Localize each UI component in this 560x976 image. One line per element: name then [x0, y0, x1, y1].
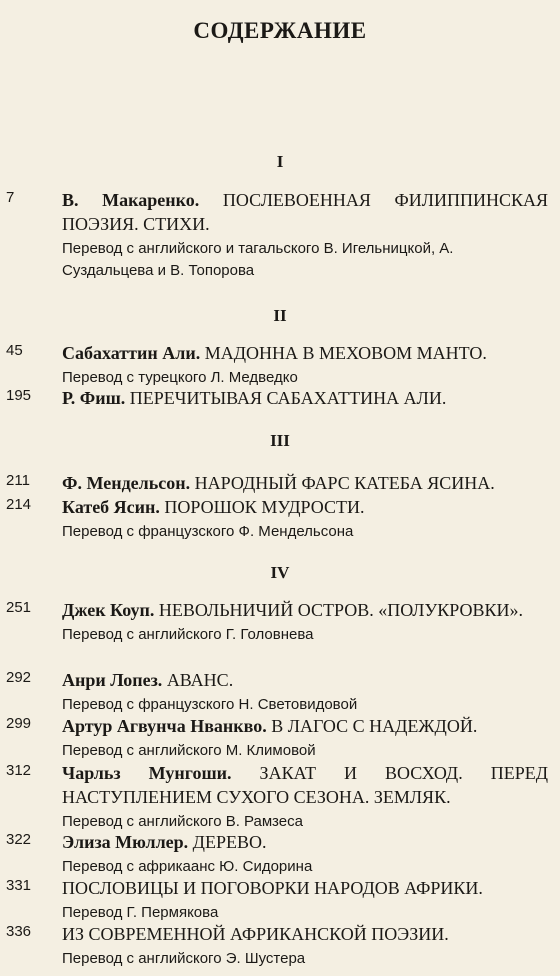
section-number-4: IV	[270, 563, 290, 582]
page-number: 322	[6, 831, 32, 848]
toc-entry[interactable]	[0, 830, 560, 878]
page-number: 331	[6, 877, 32, 894]
entry-author: Чарльз Мунгоши.	[62, 763, 232, 783]
entry-title: АВАНС.	[166, 670, 234, 690]
toc-entry[interactable]	[0, 495, 560, 543]
entry-translator: Перевод с французского Ф. Мендельсона	[62, 523, 354, 540]
entry-title: ПОСЛОВИЦЫ И ПОГОВОРКИ НАРОДОВ АФРИКИ.	[62, 878, 483, 898]
entry-translator: Перевод с английского и тагальского В. Игельницкой, А. Суздальцева и В. Топорова	[62, 240, 454, 279]
page-number: 299	[6, 715, 32, 732]
entry-translator: Перевод с французского Н. Световидовой	[62, 696, 358, 713]
entry-title: ПОСЛЕВОЕННАЯ ФИЛИППИНСКАЯ ПОЭЗИЯ. СТИХИ.	[62, 190, 548, 234]
page-number: 312	[6, 762, 32, 779]
page-number: 251	[6, 599, 32, 616]
entry-title: ИЗ СОВРЕМЕННОЙ АФРИКАНСКОЙ ПОЭЗИИ.	[62, 924, 449, 944]
page-number: 292	[6, 669, 32, 686]
section-number-2: II	[273, 306, 287, 325]
page-number: 7	[6, 189, 15, 206]
entry-title: ПЕРЕЧИТЫВАЯ САБАХАТТИНА АЛИ.	[129, 388, 447, 408]
entry-author: Анри Лопез.	[62, 670, 163, 690]
entry-title: ЗАКАТ И ВОСХОД. ПЕРЕД НАСТУПЛЕНИЕМ СУХОГО СЕЗОНА. ЗЕМЛЯК.	[62, 763, 548, 807]
toc-entry[interactable]	[0, 188, 560, 282]
entry-translator: Перевод с английского Г. Головнева	[62, 626, 314, 643]
entry-author: Ф. Мендельсон.	[62, 473, 191, 493]
page-number: 45	[6, 342, 23, 359]
entry-translator: Перевод с турецкого Л. Медведко	[62, 369, 298, 386]
section-number-3: III	[270, 431, 290, 450]
toc-entry[interactable]	[0, 668, 560, 716]
toc-entry[interactable]	[0, 341, 560, 389]
page-number: 211	[6, 472, 30, 489]
toc-entry[interactable]	[0, 876, 560, 924]
entry-author: Сабахаттин Али.	[62, 343, 201, 363]
toc-entry[interactable]	[0, 714, 560, 762]
page-number: 195	[6, 387, 32, 404]
entry-translator: Перевод с английского М. Климовой	[62, 742, 316, 759]
entry-title: НАРОДНЫЙ ФАРС КАТЕБА ЯСИНА.	[194, 473, 495, 493]
toc-entry[interactable]	[0, 761, 560, 833]
entry-title: В ЛАГОС С НАДЕЖДОЙ.	[271, 716, 478, 736]
toc-entry[interactable]	[0, 386, 560, 410]
page-number: 336	[6, 923, 32, 940]
entry-title: НЕВОЛЬНИЧИЙ ОСТРОВ. «ПОЛУКРОВКИ».	[158, 600, 524, 620]
entry-translator: Перевод с английского В. Рамзеса	[62, 813, 303, 830]
section-number-1: I	[276, 152, 284, 171]
entry-title: ДЕРЕВО.	[192, 832, 267, 852]
entry-author: Элиза Мюллер.	[62, 832, 189, 852]
entry-author: Р. Фиш.	[62, 388, 126, 408]
entry-translator: Перевод с английского Э. Шустера	[62, 950, 306, 967]
entry-author: В. Макаренко.	[62, 190, 200, 210]
toc-entry[interactable]	[0, 598, 560, 646]
entry-translator: Перевод Г. Пермякова	[62, 904, 219, 921]
entry-title: ПОРОШОК МУДРОСТИ.	[164, 497, 365, 517]
page-number: 214	[6, 496, 32, 513]
entry-author: Артур Агвунча Нванкво.	[62, 716, 267, 736]
page-title: СОДЕРЖАНИЕ	[193, 18, 367, 43]
entry-translator: Перевод с африкаанс Ю. Сидорина	[62, 858, 313, 875]
entry-author: Катеб Ясин.	[62, 497, 160, 517]
toc-entry[interactable]	[0, 922, 560, 970]
entry-title: МАДОННА В МЕХОВОМ МАНТО.	[204, 343, 487, 363]
toc-entry[interactable]	[0, 471, 560, 495]
entry-author: Джек Коуп.	[62, 600, 155, 620]
